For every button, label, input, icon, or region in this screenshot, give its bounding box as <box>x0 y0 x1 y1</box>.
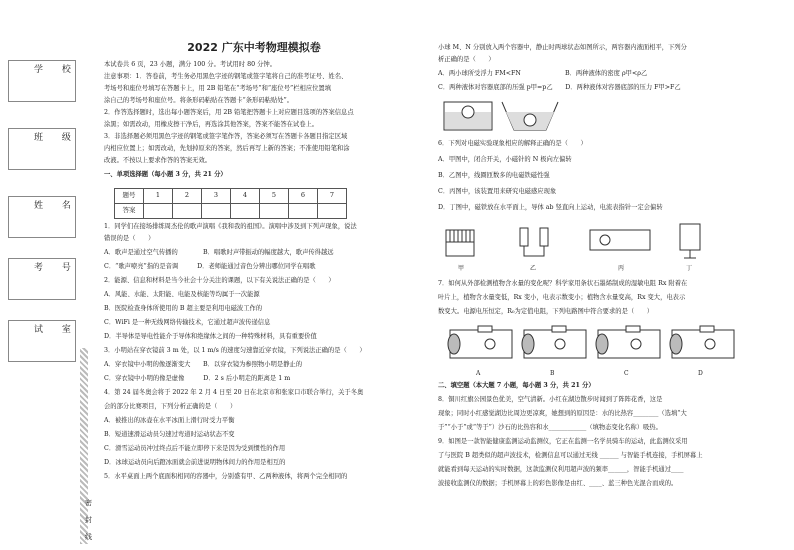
question-line: C．WiFi 是一种无线网络传输技术，它通过超声波传递信息 <box>104 319 271 326</box>
figure-label: 丁 <box>686 265 693 272</box>
question-line: 错误的是（ ） <box>104 235 155 242</box>
question-line: 了与医院 B 超类似的超声波技术，检测信息可以通过无线 ______ 与智能手机连接，手机屏幕上 <box>438 452 703 459</box>
answer-cell[interactable] <box>318 204 347 219</box>
table-cell: 答案 <box>115 204 144 219</box>
question-line: C．穿衣镜中小明的像是虚像 D．2 s 后小明走的距离是 1 m <box>104 375 291 382</box>
instructions-line: 本试卷共 6 页，23 小题，满分 100 分。考试用时 80 分钟。 <box>104 61 276 68</box>
exam-number-field-label: 考 号 <box>34 263 79 273</box>
instructions-line: 改液。不按以上要求作答的答案无效。 <box>104 157 212 164</box>
seal-char-mi: 密 <box>85 499 92 507</box>
seal-char-feng: 封 <box>85 516 92 524</box>
score-table <box>114 188 347 219</box>
question-line: 析正确的是（ ） <box>438 56 495 63</box>
question-line: 3．小明站在穿衣镜前 3 m 处，以 1 m/s 的速度匀速靠近穿衣镜，下列说法正确的是（ ） <box>104 347 366 354</box>
question-line: 6．下列对电磁实验现象相应的解释正确的是（ ） <box>438 140 587 147</box>
question-line: C．丙图中，该装置用来研究电磁感应现象 <box>438 188 557 195</box>
answer-cell[interactable] <box>202 204 231 219</box>
instructions-line: 内相应位置上；如需改动，先划掉原来的答案，然后再写上新的答案；不准使用铅笔和涂 <box>104 145 350 152</box>
table-cell: 题号 <box>115 189 144 204</box>
question-line: 叶片上，植物含水量变低，Rx 变小，电表示数变小；植物含水量变高，Rx 变大，电表示 <box>438 294 686 301</box>
question-line: A．风能、水能、太阳能、电能及核能等均属于一次能源 <box>104 291 260 298</box>
instructions-line: 考场号和座位号填写在答题卡上，用 2B 铅笔在“考场号”和“座位号”栏相应位置填 <box>104 85 332 92</box>
question-line: B．医院检查身体所使用的 B 超主要是利用电磁波工作的 <box>104 305 263 312</box>
question-line: C．两种液体对容器底部的压强 p甲=p乙 D．两种液体对容器底部的压力 F甲>F乙 <box>438 84 681 91</box>
circuit-labels <box>438 368 738 378</box>
table-cell: 7 <box>318 189 347 204</box>
name-field-label: 姓 名 <box>34 201 79 211</box>
table-cell: 2 <box>173 189 202 204</box>
table-cell: 3 <box>202 189 231 204</box>
question-line: 波接收监测仪的数据；手机屏幕上的彩色影像是由红、____、蓝三种色光混合而成的。 <box>438 480 678 487</box>
page-title: 2022 广东中考物理模拟卷 <box>187 41 321 54</box>
answer-cell[interactable] <box>289 204 318 219</box>
answer-cell[interactable] <box>173 204 202 219</box>
answer-cell[interactable] <box>231 204 260 219</box>
option-label: C <box>624 370 629 377</box>
figure-label: 丙 <box>618 265 625 272</box>
question-line: 就能看到每天运动的实时数据，这款监测仪利用超声波的频率______，智能手机通过____ <box>438 466 684 473</box>
question-line: 8．铜川红旗公园景色优美，空气清新。小红在湖边散步时闻到了阵阵花香，这是 <box>438 396 663 403</box>
question-line: 数变大。电源电压恒定，R₀为定值电阻，下列电路图中符合要求的是（ ） <box>438 308 654 315</box>
instructions-line: 2．作答选择题时，选出每小题答案后，用 2B 铅笔把答题卡上对应题目选项的答案信息点 <box>104 109 354 116</box>
question-line: 9．如图是一款智能健康监测运动监测仪，它正在监测一名学员骑车的运动，此监测仪采用 <box>438 438 688 445</box>
school-field-label: 学 校 <box>34 65 79 75</box>
question-line: D．冰球运动员向后蹬冰面就会前进说明物体间力的作用是相互的 <box>104 459 286 466</box>
question-line: B．短道速滑运动员匀速过弯道时运动状态不变 <box>104 431 235 438</box>
containers-figure <box>442 100 562 132</box>
class-field-label: 班 级 <box>34 133 79 143</box>
section-heading: 一、单项选择题（每小题 3 分，共 21 分） <box>104 171 227 178</box>
option-label: A <box>476 370 481 377</box>
question-line: 小球 M、N 分别放入两个容器中，静止时两球状态如图所示，两容器内液面相平，下列分 <box>438 44 687 51</box>
instructions-line: 涂黑；如需改动，用橡皮擦干净后，再选涂其他答案，答案不能答在试卷上。 <box>104 121 319 128</box>
question-line: D．半导体是导电性能介于导体和绝缘体之间的一种特殊材料，具有重要价值 <box>104 333 317 340</box>
circuit-options-figure <box>440 322 740 368</box>
figure-label: 乙 <box>530 265 537 272</box>
question-line: C．滑雪运动员冲过终点后不能立即停下来是因为受到惯性的作用 <box>104 445 286 452</box>
section-heading: 二、填空题（本大题 7 小题，每小题 3 分，共 21 分） <box>438 382 595 389</box>
table-cell: 4 <box>231 189 260 204</box>
table-cell: 5 <box>260 189 289 204</box>
question-line: A．歌声是通过空气传播的 B．唱歌时声带振动的幅度越大，歌声传得越远 <box>104 249 334 256</box>
seal-char-xian: 线 <box>85 533 92 541</box>
electromagnet-figures <box>440 220 740 262</box>
answer-cell[interactable] <box>260 204 289 219</box>
instructions-line: 注意事项：1．答卷前，考生务必用黑色字迹的钢笔或签字笔将自己的准考证号、姓名、 <box>104 73 348 80</box>
question-line: 会的部分比赛项目，下列分析正确的是（ ） <box>104 403 237 410</box>
question-line: 于”“小于”或“等于”）沙石的比热容和水____________（填物态变化名称）吸热。 <box>438 424 662 431</box>
binding-sidebar <box>0 0 92 550</box>
question-line: 7．如何从外部检测植物含水量的变化呢？科学家用条状石墨烯制成的湿敏电阻 Rx 附着在 <box>438 280 688 287</box>
answer-cell[interactable] <box>144 204 173 219</box>
question-line: 5．水平桌面上两个底面积相同的容器中，分别盛有甲、乙两种液体，将两个完全相同的 <box>104 473 348 480</box>
instructions-line: 3．非选择题必须用黑色字迹的钢笔或签字笔作答，答案必须写在答题卡各题目指定区域 <box>104 133 348 140</box>
question-line: 4．第 24 届冬奥会将于 2022 年 2 月 4 日至 20 日在北京市和张家口市联合举行，关于冬奥 <box>104 389 364 396</box>
question-line: B．乙图中，线圈匝数多的电磁铁磁性强 <box>438 172 550 179</box>
question-line: A．穿衣镜中小明的像逐渐变大 B．以穿衣镜为参照物小明是静止的 <box>104 361 303 368</box>
question-line: 2．能源、信息和材料是当今社会十分关注的课题，以下有关说法正确的是（ ） <box>104 277 335 284</box>
question-line: C．“歌声嘹亮”指的是音调 D．老师能通过音色分辨出哪位同学在唱歌 <box>104 263 316 270</box>
figure-label: 甲 <box>458 265 465 272</box>
question-line: D．丁图中，磁铁放在水平面上，导体 ab 竖直向上运动，电流表指针一定会偏转 <box>438 204 663 211</box>
question-line: A．甲图中，闭合开关，小磁针的 N 极向左偏转 <box>438 156 572 163</box>
figure-labels <box>438 263 738 273</box>
question-line: 现象；同时小红感觉湖边比周边更凉爽，她想到的原因是：水的比热容________（选填“大 <box>438 410 687 417</box>
question-line: A．两小球所受浮力 FM<FN B．两种液体的密度 ρ甲<ρ乙 <box>438 70 648 77</box>
table-cell: 6 <box>289 189 318 204</box>
instructions-line: 涂自己的考场号和座位号。将条形码粘贴在答题卡“条形码粘贴处”。 <box>104 97 294 104</box>
table-cell: 1 <box>144 189 173 204</box>
option-label: B <box>550 370 555 377</box>
question-line: 1．同学们在接场排练周杰伦的歌声演唱《我和我的祖国》。演唱中涉及到下列声现象，说法 <box>104 223 357 230</box>
option-label: D <box>698 370 703 377</box>
exam-room-field-label: 试 室 <box>34 325 79 335</box>
question-line: A．被推出的冰壶在水平冰面上滑行时受力平衡 <box>104 417 235 424</box>
